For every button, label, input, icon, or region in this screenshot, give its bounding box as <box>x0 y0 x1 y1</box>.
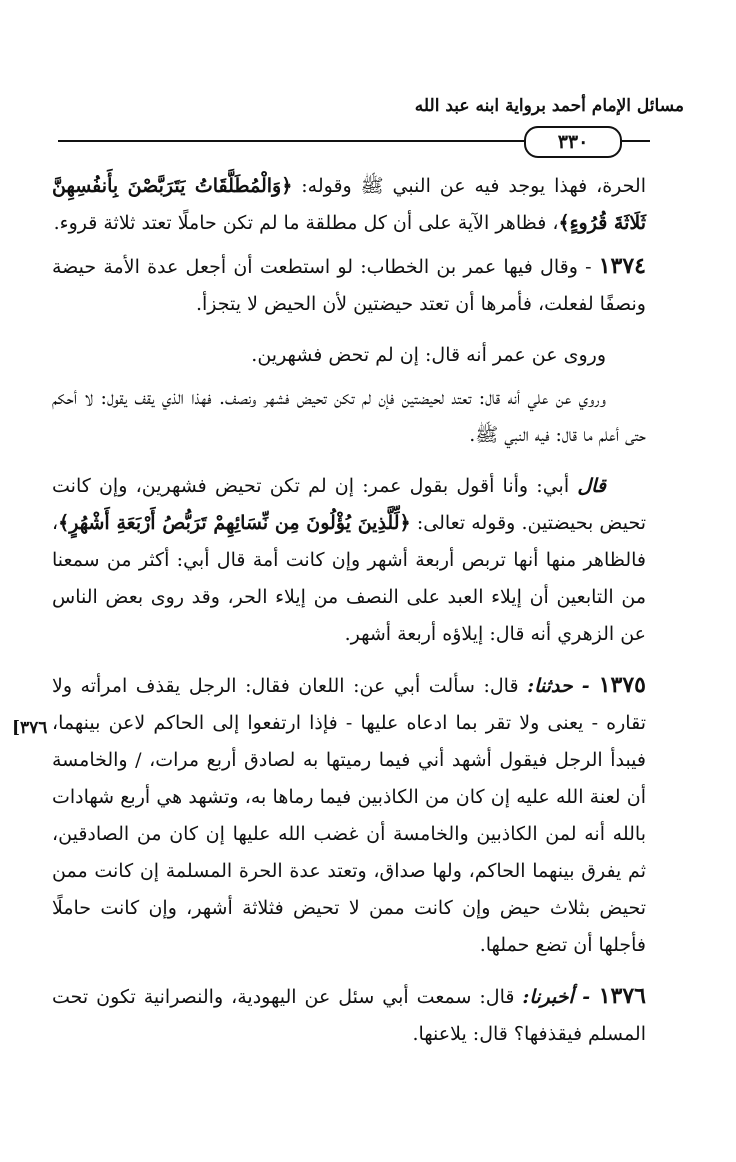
text-run: ، فالظاهر منها أنها تربص أربعة أشهر وإن كانت أمة قال أبي: أكثر من سمعنا من التابعين أن إيلاء العبد على النصف من إيلاء الحر، وقد روى بعض الناس عن الزهري أنه قال: إيلاؤه أربعة أشهر. <box>52 512 646 645</box>
narration-label: - حدثنا: <box>527 675 599 697</box>
narration-label: - أخبرنا: <box>522 986 599 1008</box>
issue-number: ١٣٧٦ <box>598 983 646 1009</box>
paragraph-umar: وروى عن عمر أنه قال: إن لم تحض فشهرين. <box>251 344 606 366</box>
text-run: قال: سمعت أبي سئل عن اليهودية، والنصرانية تكون تحت المسلم فيقذفها؟ قال: يلاعنها. <box>52 986 646 1045</box>
text-run: - وقال فيها عمر بن الخطاب: لو استطعت أن أجعل عدة الأمة حيضة ونصفًا لفعلت، فأمرها أن تعتد حيضتين لأن الحيض لا يتجزأ. <box>52 256 646 315</box>
issue-number: ١٣٧٤ <box>598 253 646 279</box>
issue-1375 <box>52 667 646 964</box>
speaker-label: قال <box>577 475 606 497</box>
text-run: الحرة، فهذا يوجد فيه عن النبي ﷺ وقوله: <box>292 175 646 197</box>
quran-quote: ﴿لِّلَّذِينَ يُؤْلُونَ مِن نِّسَائِهِمْ تَرَبُّصُ أَرْبَعَةِ أَشْهُرٍ﴾ <box>58 512 411 534</box>
page-body <box>52 168 646 1067</box>
text-run: أبي: وأنا أقول بقول عمر: إن لم تكن تحيض فشهرين، وإن كانت تحيض بحيضتين. وقوله تعالى: <box>52 475 646 534</box>
paragraph-ali: وروي عن علي أنه قال: تعتد لحيضتين فإن لم تكن تحيض فشهر ونصف. فهذا الذي يقف يقول: لا أحكم حتى أعلم ما قال: فيه النبي ﷺ. <box>52 387 646 446</box>
text-run: ، فظاهر الآية على أن كل مطلقة ما لم تكن حاملًا تعتد ثلاثة قروء. <box>53 212 559 234</box>
margin-page-reference: [٣٧٦ <box>12 718 48 738</box>
issue-1374 <box>52 248 646 323</box>
paragraph-continuation <box>52 168 646 242</box>
page-number: ٣٣٠ <box>524 126 622 158</box>
paragraph-abi <box>52 468 646 653</box>
text-run: قال: سألت أبي عن: اللعان فقال: الرجل يقذف امرأته ولا تقاره - يعنى ولا تقر بما ادعاه عليها - فإذا ارتفعوا إلى الحاكم لاعن بينهما، فيبدأ الرجل فيقول أشهد أني فيما رميتها به لصادق أربع مرات، / والخامسة أن لعنة الله عليه إن كان من الكاذبين فيما رماها به، وتشهد هي أربع شهادات بالله أنه لمن الكاذبين والخامسة أن غضب الله عليها إن كان من الصادقين، ثم يفرق بينهما الحاكم، ولها صداق، وتعتد عدة الحرة المسلمة إن كانت ممن تحيض بثلاث حيض وإن كانت ممن لا تحيض فثلاثة أشهر، وإن كانت حاملًا فأجلها أن تضع حملها. <box>52 675 646 956</box>
quran-quote: ﴿وَالْمُطَلَّقَاتُ يَتَرَبَّصْنَ بِأَنفُسِهِنَّ ثَلَاثَةَ قُرُوءٍ﴾ <box>52 175 646 234</box>
running-title: مسائل الإمام أحمد برواية ابنه عبد الله <box>414 96 684 116</box>
issue-number: ١٣٧٥ <box>598 672 646 698</box>
issue-1376 <box>52 978 646 1053</box>
